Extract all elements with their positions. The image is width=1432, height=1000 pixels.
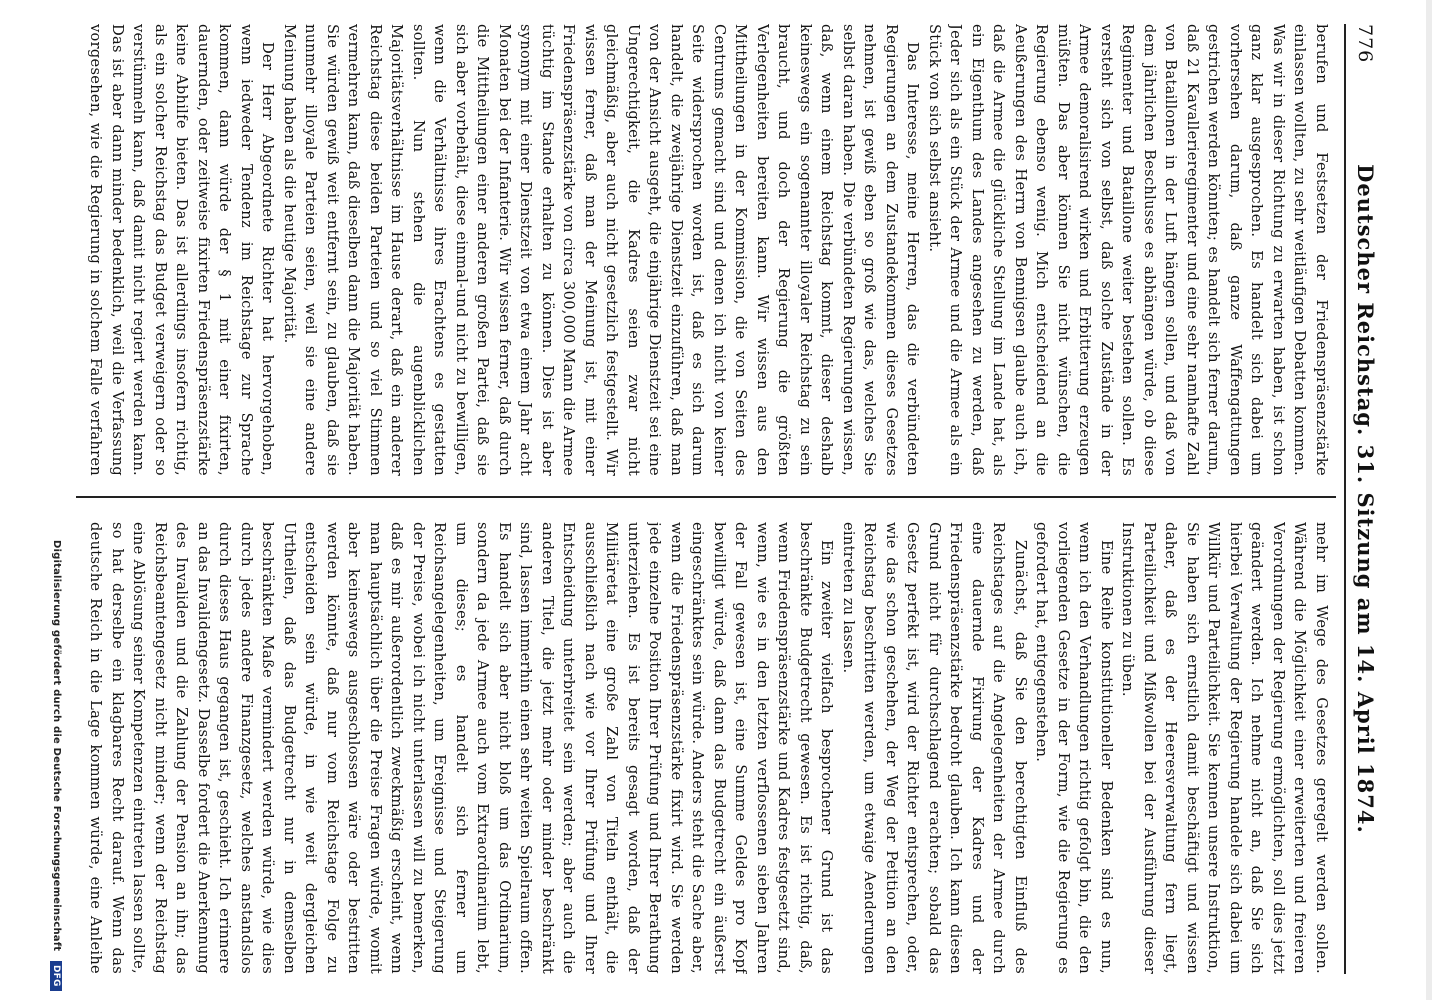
paragraph: Eine Reihe konstitutioneller Bedenken sind es nun, wenn ich den Verhandlungen richtig gefolgt bin, die den vorliegenden Gesetze in der Form, wie die Regierung es gefordert hat, entgegenstehen. <box>1033 522 1115 974</box>
paragraph: mehr im Wege des Gesetzes geregelt werden sollen. Während die Möglichkeit einer erweiterten und freieren Verordnungen der Regierung ermöglichten, soll dies jetzt geändert werden. Ich nehme nicht an, daß Sie sich hierbei Verwaltung der Regierung handele sich dabei um Willkür und Parteilichkeit. Sie kennen unsere Instruktion, Sie haben sich ernstlich damit beschäftigt und wissen daher, daß es der Heeresverwaltung fern liegt, Parteilichkeit und Mißwollen bei der Ausführung dieser Instruktionen zu üben. <box>1119 522 1330 974</box>
page-number: 776 <box>1354 24 1376 64</box>
credit-text: Digitalisierung gefördert durch die Deutsche Forschungsgemeinschaft <box>51 540 62 952</box>
page-header <box>1344 24 1382 974</box>
running-title: Deutscher Reichstag. 31. Sitzung am 14. April 1874. <box>1353 164 1378 834</box>
paragraph: Zunächst, daß Sie den berechtigten Einfluß des Reichstages auf die Angelegenheiten der Armee durch eine dauernde Fixirung der Kadres und der Friedenspräsenzstärke bedroht glauben. Ich kann diesen Grund nicht für durchschlagend erachten; sobald das Gesetz perfekt ist, wird der Richter entsprechen, oder, wie das schon geschehen, der Weg der Petition an den Reichstag beschritten werden, um etwaige Aenderungen eintreten zu lassen. <box>840 522 1029 974</box>
scan-edge <box>1426 0 1432 1000</box>
paragraph: Der Herr Abgeordnete Richter hat hervorgehoben, wenn iedweder Tendenz im Reichstage zur Sprache kommen, dann würde der § 1 mit einer fixirten, dauernden, oder zeitweise fixirten Friedenspräsenzstärke keine Abhilfe bieten. Das ist allerdings insofern richtig, als ein solcher Reichstag das Budget verweigern oder so verstümmeln kann, daß damit nicht regiert werden kann. Das ist aber dann minder bedenklich, weil die Verfassung vorgesehen, wie die Regierung in solchem Falle verfahren <box>87 24 277 476</box>
paragraph: berufen und Festsetzen der Friedenspräsenzstärke einlassen wollten, zu sehr weitläufigen Debatten kommen. Was wir in dieser Richtung zu erwarten haben, ist schon ganz klar ausgesprochen. Es handelt sich dabei um vorhersehen darum, daß ganze Waffengattungen gestrichen werden könnten; es handelt sich ferner darum, daß 21 Kavallerieregimenter und eine sehr namhafte Zahl von Bataillonen in der Luft hängen sollen, und daß von dem jährlichen Beschlusse es abhängen würde, ob diese Regimenter und Bataillone weiter bestehen sollen. Es versteht sich von selbst, daß solche Zustände in der Armee demoralisirend wirken und Erbitterung erzeugen müßten. Das aber können Sie nicht wünschen, die Regierung ebenso wenig. Mich entscheidend an die Aeußerungen des Herrn von Bennigsen glaube auch ich, daß die Armee die glückliche Stellung im Lande hat, als ein Eigenthum des Landes angesehen zu werden, daß Jeder sich als ein Stück der Armee und die Armee als ein Stück von sich selbst ansieht. <box>926 24 1330 476</box>
paragraph: Das Interesse, meine Herren, das die verbündeten Regierungen an dem Zustandekommen dieses Gesetzes nehmen, ist gewiß eben so groß wie das, welches Sie selbst daran haben. Die verbündeten Regierungen wissen, daß, wenn einem Reichstag kommt, dieser deshalb keineswegs ein sogenannter illoyaler Reichstag zu sein braucht, und doch der Regierung die größten Verlegenheiten bereiten kann. Wir wissen aus den Mittheilungen in der Kommission, die von Seiten des Centrums gemacht sind und denen ich nicht von keiner Seite widersprochen worden ist, daß es sich darum handelt, die zweijährige Dienstzeit einzuführen, daß man von der Ansicht ausgeht, die einjährige Dienstzeit sei eine Ungerechtigkeit, die Kadres seien zwar nicht gleichmäßig, aber auch nicht gesetzlich festgestellt. Wir wissen ferner, daß man der Meinung ist, mit einer Friedenspräsenzstärke von circa 300,000 Mann die Armee tüchtig im Stande erhalten zu können. Dies ist aber synonym mit einer Dienstzeit von etwa einem Jahr acht Monaten bei der Infanterie. Wir wissen ferner, daß durch die Mittheilungen einer anderen großen Partei, daß sie sich aber vorbehält, diese einmal-und nicht zu bewilligen, wenn die Verhältnisse ihres Erachtens es gestatten sollten. Nun stehen die augenblicklichen Majoritätsverhältnisse im Hause derart, daß ein anderer Reichstag diese beiden Parteien und so viel Stimmen vermehren kann, daß dieselben dann die Majorität haben. Sie würden gewiß weit entfernt sein, zu glauben, daß sie nunmehr illoyale Parteien seien, weil sie eine andere Meinung haben als die heutige Majorität. <box>281 24 922 476</box>
digitization-credit <box>12 540 62 987</box>
left-column <box>82 24 1332 476</box>
right-column <box>82 522 1332 974</box>
column-divider <box>76 496 1336 498</box>
dfg-logo: DFG <box>50 961 62 991</box>
paragraph: Ein zweiter vielfach besprochener Grund ist das beschränkte Budgetrecht gewesen. Es ist richtig, daß, wenn Friedenspräsenzstärke und Kadres festgesetzt sind, wenn, wie es in den letzten verflossenen sieben Jahren der Fall gewesen ist, eine Summe Geldes pro Kopf bewilligt würde, daß dann das Budgetrecht ein äußerst eingeschränktes sein würde. Anders steht die Sache aber, wenn die Friedenspräsenzstärke fixirt wird. Sie werden jede einzelne Position Ihrer Prüfung und Ihrer Berathung unterziehen. Es ist bereits gesagt worden, daß der Militäretat eine große Zahl von Titeln enthält, die ausschließlich nach wie vor Ihrer Prüfung und Ihrer Entscheidung unterbreitet sein werden; aber auch die anderen Titel, die jetzt mehr oder minder beschränkt sind, lassen immerhin einen sehr weiten Spielraum offen. Es handelt sich aber nicht bloß um das Ordinarium, sondern da jede Armee auch vom Extraordinarium lebt, um dieses; es handelt sich ferner um Reichsangelegenheiten, um Ereignisse und Steigerung der Preise, wobei ich nicht unterlassen will zu bemerken, daß es mir außerordentlich zweckmäßig erscheint, wenn man hauptsächlich über die Preise Fragen würde, womit aber keineswegs ausgeschlossen wäre oder bestritten werden könnte, daß nur vom Reichstage Folge zu entscheiden sein würde, in wie weit dergleichen Urtheilen, daß das Budgetrecht nur in demselben beschränkten Maße vermindert werden würde, wie dies durch jedes andere Finanzgesetz, welches anstandslos durch dieses Haus gegangen ist, geschieht. Ich erinnere an das Invalidengesetz. Dasselbe fordert die Anerkennung des Invaliden und die Zahlung der Pension an ihn; das Reichsbeamtengesetz nicht minder; wenn der Reichstag eine Ablösung seiner Kompetenzen eintreten lassen sollte, so hat derselbe ein klagbares Recht darauf. Wenn das deutsche Reich in die Lage kommen würde, eine Anleihe <box>87 522 836 974</box>
